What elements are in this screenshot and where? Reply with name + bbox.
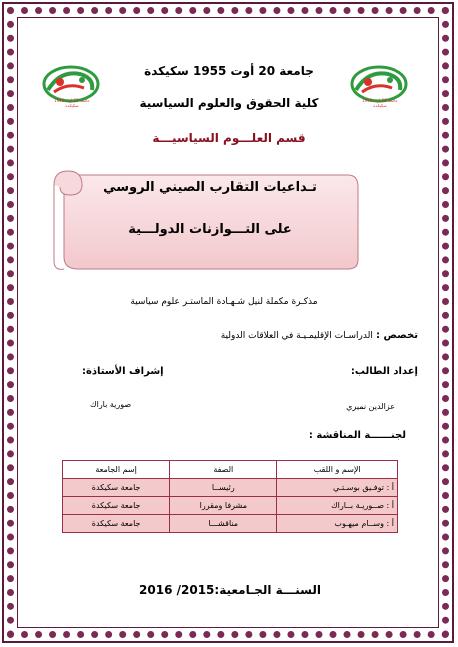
university-name: جامعة 20 أوت 1955 سكيكدة (144, 64, 314, 78)
column-header-name: الإسم و اللقب (277, 461, 398, 479)
member-university: جامعة سكيكدة (63, 479, 170, 497)
member-university: جامعة سكيكدة (63, 497, 170, 515)
supervisor-label: إشراف الأستاذة: (82, 366, 164, 377)
logo-caption: جامعة 20 أوت 1955 سكيكدة (54, 98, 90, 108)
member-university: جامعة سكيكدة (63, 515, 170, 533)
committee-label: لجنــــــة المناقشة : (308, 430, 406, 441)
specialization-line (221, 330, 418, 341)
member-name: أ : صــوريـة بــاراك (277, 497, 398, 515)
table-row (63, 497, 398, 515)
logo-caption: جامعة 20 أوت 1955 سكيكدة (362, 98, 398, 108)
table-header-row (63, 461, 398, 479)
member-role: مشرفا ومقررا (170, 497, 277, 515)
prepared-by-label: إعداد الطالب: (350, 366, 418, 377)
column-header-university: إسم الجامعة (63, 461, 170, 479)
column-header-role: الصفة (170, 461, 277, 479)
specialization-label: تخصص : (376, 330, 418, 341)
faculty-name: كلية الحقوق والعلوم السياسية (139, 96, 319, 110)
thesis-title-line-2: على التـــوازنات الدولـــية (128, 222, 292, 237)
member-role: مناقشـــا (170, 515, 277, 533)
specialization-value: الدراسـات الإقليمـيـة في العلاقات الدولية (220, 331, 373, 341)
supervisor-name: صورية باراك (90, 400, 132, 409)
member-name: أ : وســام ميهـوب (277, 515, 398, 533)
member-name: أ : توفـيق بوسـتـي (277, 479, 398, 497)
thesis-title-line-1: تـداعيات التقارب الصيني الروسي (103, 180, 317, 195)
academic-year: السنـــة الجـامعية:2015/ 2016 (139, 583, 321, 597)
member-role: رئيســا (170, 479, 277, 497)
table-row (63, 479, 398, 497)
department-name: قسم العلـــوم السياسيـــة (152, 131, 306, 145)
committee-table (62, 460, 398, 533)
thesis-purpose-note: مذكـرة مكملة لنيل شـهـادة الماستـر علوم سياسية (130, 297, 318, 307)
table-row (63, 515, 398, 533)
student-name: عزالدين نميري (346, 402, 395, 411)
